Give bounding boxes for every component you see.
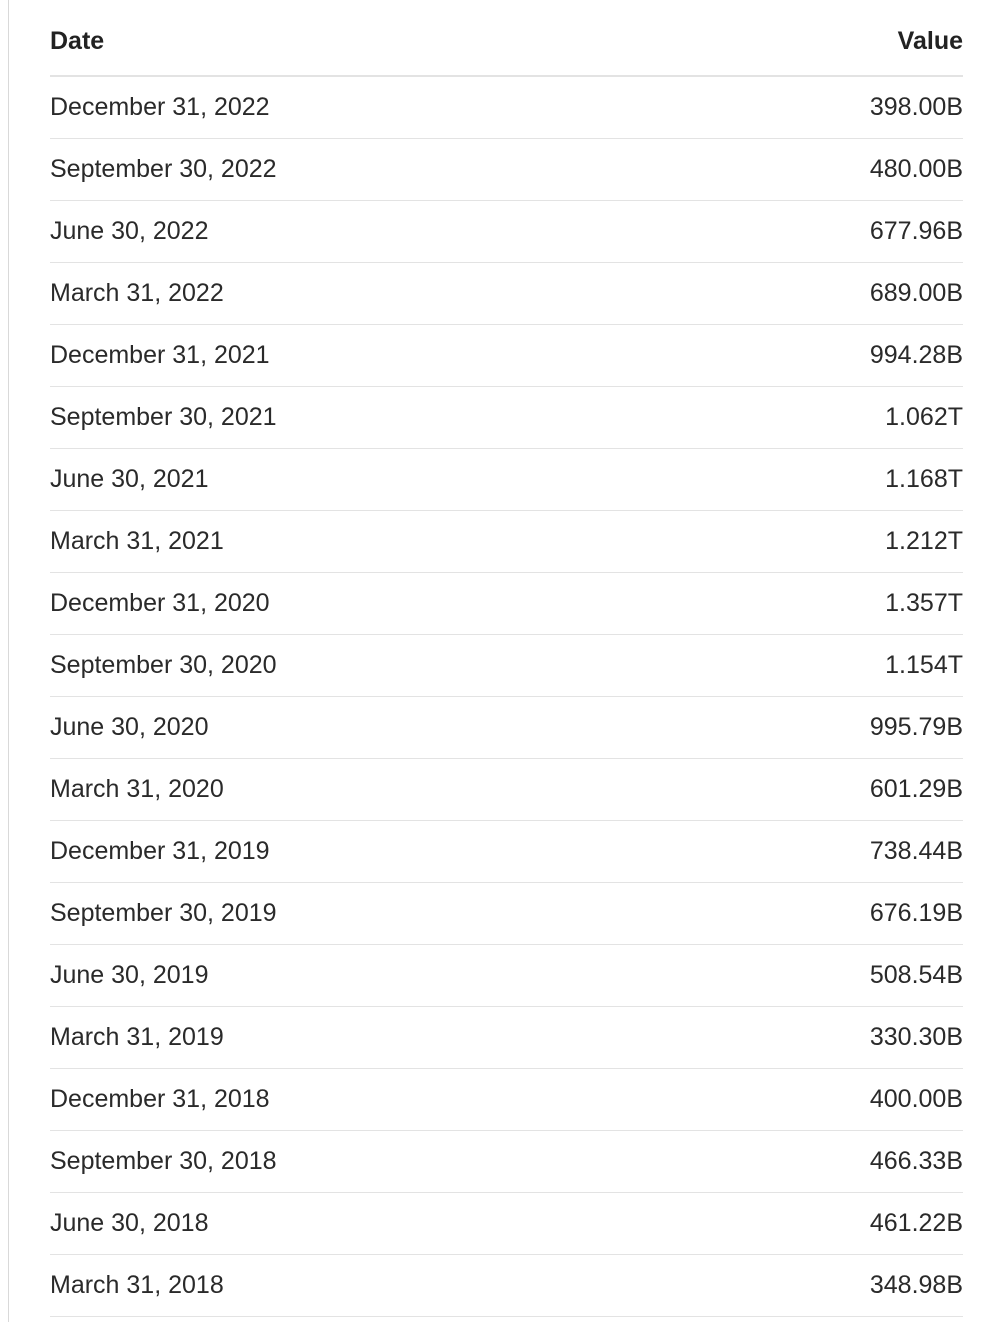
table-cell-date: June 30, 2022 [50, 201, 598, 263]
table-row [50, 1193, 963, 1255]
table-row [50, 573, 963, 635]
table-cell-date: June 30, 2019 [50, 945, 598, 1007]
table-cell-date: June 30, 2020 [50, 697, 598, 759]
table-cell-value: 994.28B [598, 325, 963, 387]
table-row [50, 1131, 963, 1193]
table-row [50, 1255, 963, 1317]
table-cell-value: 738.44B [598, 821, 963, 883]
table-header-row [50, 8, 963, 76]
table-header [50, 8, 963, 76]
table-row [50, 449, 963, 511]
table-cell-value: 330.30B [598, 1007, 963, 1069]
table-row [50, 821, 963, 883]
table-cell-value: 466.33B [598, 1131, 963, 1193]
table-cell-date: March 31, 2019 [50, 1007, 598, 1069]
table-cell-date: March 31, 2020 [50, 759, 598, 821]
table-cell-date: September 30, 2021 [50, 387, 598, 449]
table-cell-value: 1.062T [598, 387, 963, 449]
table-cell-value: 461.22B [598, 1193, 963, 1255]
table-cell-value: 1.212T [598, 511, 963, 573]
table-cell-date: September 30, 2018 [50, 1131, 598, 1193]
table-cell-date: September 30, 2022 [50, 139, 598, 201]
table-cell-date: March 31, 2022 [50, 263, 598, 325]
table-cell-date: December 31, 2020 [50, 573, 598, 635]
table-cell-value: 689.00B [598, 263, 963, 325]
table-cell-date: September 30, 2019 [50, 883, 598, 945]
table-cell-value: 480.00B [598, 139, 963, 201]
table-cell-date: June 30, 2021 [50, 449, 598, 511]
historical-values-table [50, 8, 963, 1317]
table-cell-value: 348.98B [598, 1255, 963, 1317]
data-table-container [50, 8, 963, 1317]
left-divider [8, 0, 9, 1322]
table-cell-date: December 31, 2018 [50, 1069, 598, 1131]
table-cell-value: 677.96B [598, 201, 963, 263]
table-cell-value: 1.168T [598, 449, 963, 511]
table-row [50, 1007, 963, 1069]
table-cell-date: December 31, 2022 [50, 76, 598, 139]
table-row [50, 511, 963, 573]
table-row [50, 325, 963, 387]
table-row [50, 387, 963, 449]
column-header-date: Date [50, 8, 598, 76]
table-cell-value: 400.00B [598, 1069, 963, 1131]
table-cell-value: 676.19B [598, 883, 963, 945]
column-header-value: Value [598, 8, 963, 76]
table-row [50, 139, 963, 201]
table-row [50, 697, 963, 759]
table-cell-value: 995.79B [598, 697, 963, 759]
table-cell-value: 601.29B [598, 759, 963, 821]
table-body [50, 76, 963, 1317]
table-cell-date: September 30, 2020 [50, 635, 598, 697]
table-row [50, 635, 963, 697]
table-row [50, 201, 963, 263]
table-cell-value: 398.00B [598, 76, 963, 139]
table-cell-date: December 31, 2019 [50, 821, 598, 883]
table-row [50, 1069, 963, 1131]
table-cell-date: June 30, 2018 [50, 1193, 598, 1255]
table-cell-value: 508.54B [598, 945, 963, 1007]
table-row [50, 945, 963, 1007]
table-cell-date: March 31, 2021 [50, 511, 598, 573]
table-row [50, 76, 963, 139]
table-cell-date: March 31, 2018 [50, 1255, 598, 1317]
table-row [50, 263, 963, 325]
table-row [50, 759, 963, 821]
table-cell-value: 1.154T [598, 635, 963, 697]
table-row [50, 883, 963, 945]
table-cell-value: 1.357T [598, 573, 963, 635]
table-cell-date: December 31, 2021 [50, 325, 598, 387]
